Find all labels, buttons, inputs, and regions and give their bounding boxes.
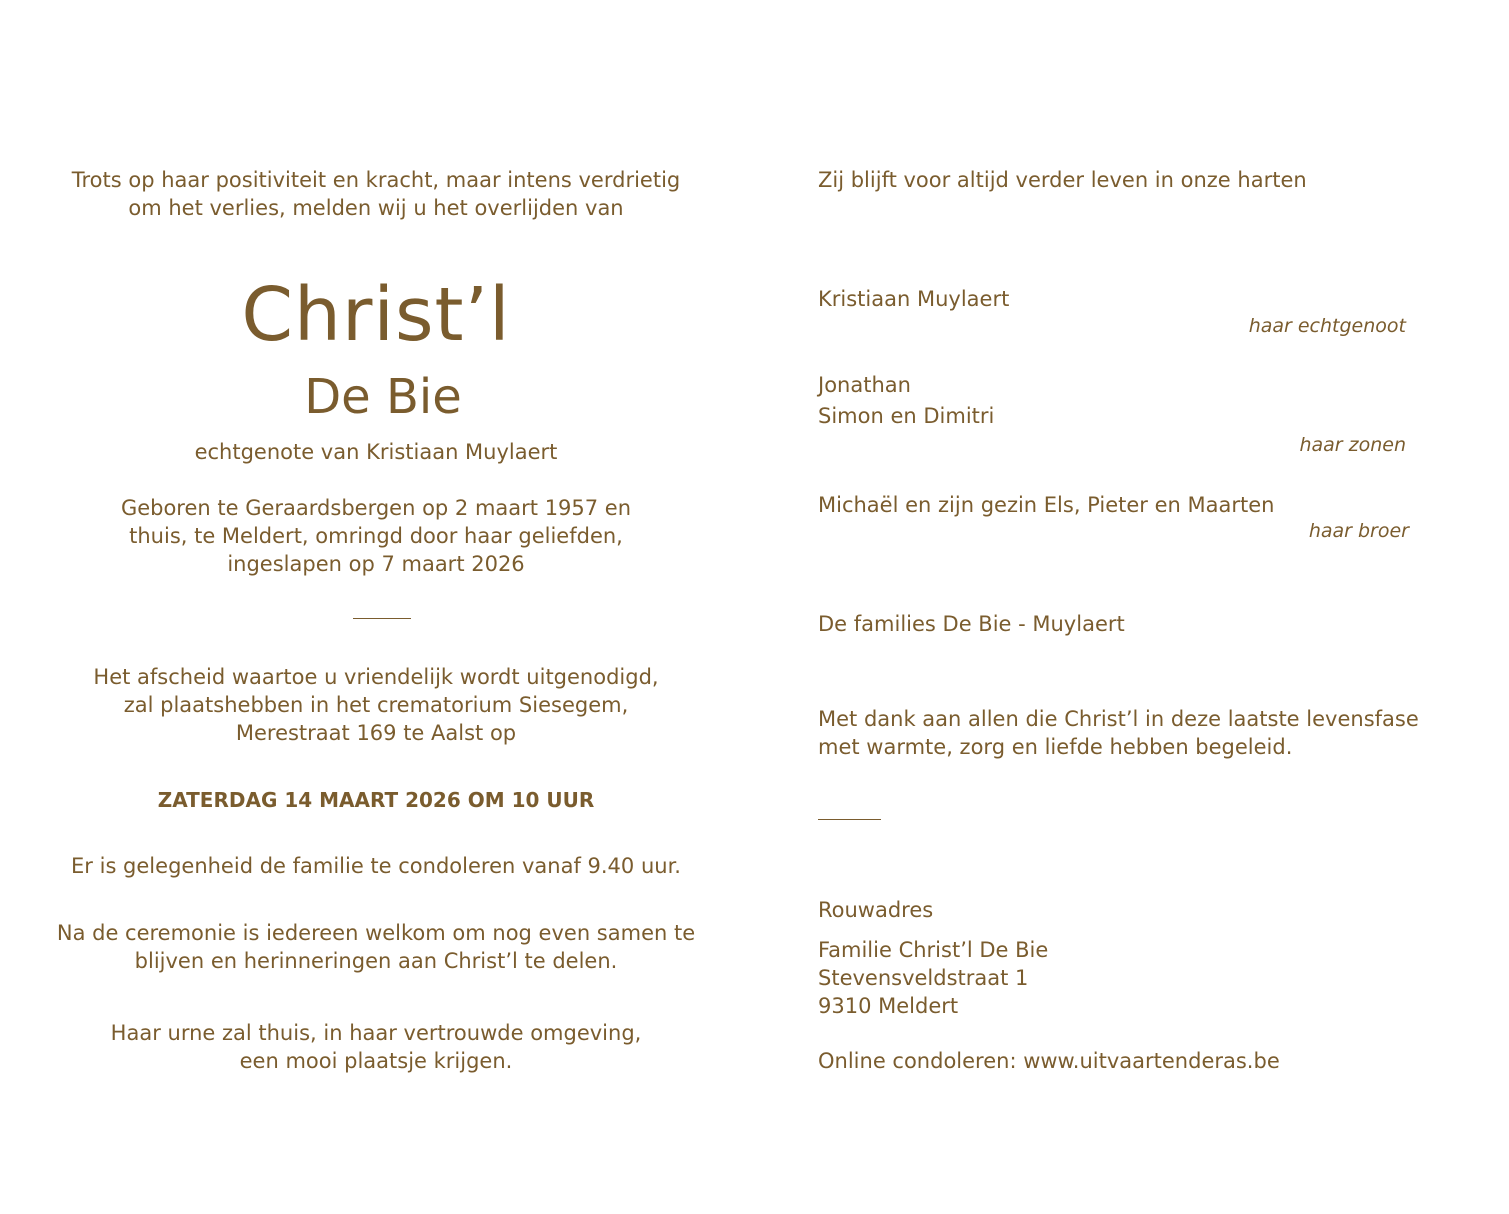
- family-member-name: Jonathan: [818, 373, 911, 397]
- intro-line: Trots op haar positiviteit en kracht, maar intens verdrietig: [71, 168, 681, 192]
- motto-text: Zij blijft voor altijd verder leven in onze harten: [818, 168, 1307, 192]
- ceremony-date-time: ZATERDAG 14 MAART 2026 OM 10 UUR: [157, 788, 595, 812]
- family-member-role: haar zonen: [1299, 434, 1406, 456]
- spouse-line: echtgenote van Kristiaan Muylaert: [194, 440, 558, 464]
- after-ceremony-line: Na de ceremonie is iedereen welkom om nog even samen te: [56, 921, 696, 945]
- thanks-text: [818, 705, 1419, 761]
- online-condolence-text: Online condoleren: www.uitvaartenderas.be: [818, 1049, 1280, 1073]
- birth-death-line: ingeslapen op 7 maart 2026: [227, 552, 525, 576]
- families-line: De families De Bie - Muylaert: [818, 612, 1125, 636]
- farewell-line: Merestraat 169 te Aalst op: [235, 721, 517, 745]
- intro-line: om het verlies, melden wij u het overlijden van: [128, 196, 624, 220]
- deceased-first-name: Christ’l: [241, 272, 511, 358]
- intro-text: [0, 166, 752, 222]
- thanks-line: Met dank aan allen die Christ’l in deze laatste levensfase: [818, 707, 1419, 731]
- urn-line: een mooi plaatsje krijgen.: [239, 1049, 513, 1073]
- address-block: [818, 936, 1048, 1020]
- birth-death-line: Geboren te Geraardsbergen op 2 maart 1957 en: [120, 496, 632, 520]
- left-divider: [353, 618, 411, 619]
- after-ceremony-text: [0, 919, 752, 975]
- address-line: 9310 Meldert: [818, 994, 959, 1018]
- address-heading: Rouwadres: [818, 898, 934, 922]
- address-line: Stevensveldstraat 1: [818, 966, 1029, 990]
- family-member-role: haar broer: [1308, 520, 1409, 542]
- urn-text: [0, 1019, 752, 1075]
- birth-death-line: thuis, te Meldert, omringd door haar geliefden,: [129, 524, 623, 548]
- thanks-line: met warmte, zorg en liefde hebben begeleid.: [818, 735, 1293, 759]
- farewell-line: Het afscheid waartoe u vriendelijk wordt uitgenodigd,: [93, 665, 659, 689]
- birth-death-text: [0, 494, 752, 578]
- condolence-text: Er is gelegenheid de familie te condoleren vanaf 9.40 uur.: [71, 854, 681, 878]
- right-divider: [818, 819, 881, 820]
- after-ceremony-line: blijven en herinneringen aan Christ’l te delen.: [134, 949, 618, 973]
- farewell-text: [0, 663, 752, 747]
- address-line: Familie Christ’l De Bie: [818, 938, 1049, 962]
- urn-line: Haar urne zal thuis, in haar vertrouwde omgeving,: [110, 1021, 642, 1045]
- farewell-line: zal plaatshebben in het crematorium Siesegem,: [123, 693, 629, 717]
- family-member-name: Kristiaan Muylaert: [818, 287, 1010, 311]
- family-member-name: Simon en Dimitri: [818, 404, 995, 428]
- deceased-last-name: De Bie: [304, 369, 462, 425]
- family-member-role: haar echtgenoot: [1248, 315, 1406, 337]
- family-member-name: Michaël en zijn gezin Els, Pieter en Maarten: [818, 493, 1275, 517]
